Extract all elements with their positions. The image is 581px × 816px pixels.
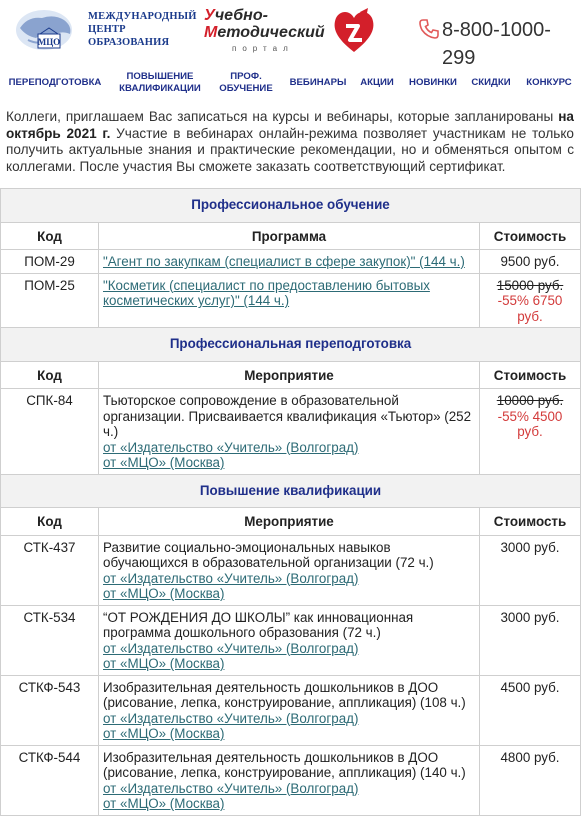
header — [0, 0, 580, 69]
column-header: Код — [1, 361, 99, 389]
old-price: 15000 руб. — [496, 277, 564, 293]
publisher-link-uchitel[interactable]: от «Издательство «Учитель» (Волгоград) — [103, 439, 359, 455]
course-price: 4500 руб. — [480, 675, 581, 745]
column-header: Код — [1, 222, 99, 250]
course-code: СПК-84 — [1, 389, 99, 475]
course-price: 9500 руб. — [480, 250, 581, 274]
phone-number: 8-800-1000-299 — [442, 19, 551, 69]
course-cell — [99, 535, 480, 605]
course-cell — [99, 675, 480, 745]
course-code: СТК-437 — [1, 535, 99, 605]
nav-item-perepodgotovka[interactable]: ПЕРЕПОДГОТОВКА — [8, 77, 102, 88]
course-link[interactable]: "Агент по закупкам (специалист в сфере закупок)" (144 ч.) — [103, 254, 465, 269]
column-header: Программа — [99, 222, 480, 250]
section-title: Профессиональная переподготовка — [1, 328, 581, 362]
course-price: 4800 руб. — [480, 745, 581, 815]
course-code: СТКФ-543 — [1, 675, 99, 745]
publisher-link-uchitel[interactable]: от «Издательство «Учитель» (Волгоград) — [103, 570, 359, 586]
course-price — [480, 389, 581, 475]
mco-logo-line: ЦЕНТР — [88, 24, 126, 35]
table-header-row — [1, 222, 581, 250]
nav-item-skidki[interactable]: СКИДКИ — [471, 77, 511, 88]
section-title: Повышение квалификации — [1, 474, 581, 508]
old-price: 10000 руб. — [496, 393, 564, 408]
nav-item-konkurs[interactable]: КОНКУРС — [526, 77, 572, 88]
table-row — [1, 605, 581, 675]
section-header-row — [1, 474, 581, 508]
course-title: “ОТ РОЖДЕНИЯ ДО ШКОЛЫ” как инновационная программа дошкольного образования (72 ч.) — [103, 609, 414, 640]
column-header: Стоимость — [480, 222, 581, 250]
nav-item-povyshenie[interactable]: ПОВЫШЕНИЕ КВАЛИФИКАЦИИ — [119, 71, 201, 94]
um-logo-line2: Методический — [204, 24, 325, 41]
table-row — [1, 745, 581, 815]
nav-item-prof-obuchenie[interactable]: ПРОФ. ОБУЧЕНИЕ — [219, 71, 273, 94]
course-code: ПОМ-25 — [1, 273, 99, 328]
um-logo-line1: Учебно- — [204, 7, 268, 24]
phone-contact[interactable] — [418, 16, 580, 69]
publisher-link-mco[interactable]: от «МЦО» (Москва) — [103, 455, 225, 470]
discount-price: -55% 6750 руб. — [497, 293, 563, 324]
column-header: Мероприятие — [99, 508, 480, 536]
nav-item-vebinary[interactable]: ВЕБИНАРЫ — [289, 77, 347, 88]
publisher-link-mco[interactable]: от «МЦО» (Москва) — [103, 586, 225, 601]
course-title: Тьюторское сопровождение в образовательной организации. Присваивается квалификация «Тьютор» (252 ч.) — [103, 393, 472, 439]
course-cell — [99, 745, 480, 815]
mco-logo-line: МЕЖДУНАРОДНЫЙ — [88, 11, 197, 22]
course-code: СТКФ-544 — [1, 745, 99, 815]
table-row — [1, 250, 581, 274]
table-row — [1, 675, 581, 745]
column-header: Код — [1, 508, 99, 536]
course-link[interactable]: "Косметик (специалист по предоставлению бытовых косметических услуг)" (144 ч.) — [103, 277, 430, 308]
publisher-link-uchitel[interactable]: от «Издательство «Учитель» (Волгоград) — [103, 640, 359, 656]
column-header: Мероприятие — [99, 361, 480, 389]
main-nav — [0, 68, 580, 98]
intro-paragraph: Коллеги, приглашаем Вас записаться на курсы и вебинары, которые запланированы на октябрь 2021 г. Участие в вебинарах онлайн-режима позволяет участникам не только получить актуальные знания и практические рекомендации, но и обменяться опытом с коллегами. После участия Вы сможете заказать соответствующий сертификат. — [6, 109, 574, 174]
mco-logo-line: ОБРАЗОВАНИЯ — [88, 37, 170, 48]
globe-logo-icon — [14, 8, 82, 52]
course-code: ПОМ-29 — [1, 250, 99, 274]
table-row — [1, 273, 581, 328]
courses-table — [0, 188, 581, 816]
table-row — [1, 389, 581, 475]
table-header-row — [1, 361, 581, 389]
courses-table-wrapper — [0, 188, 580, 816]
course-code: СТК-534 — [1, 605, 99, 675]
publisher-link-uchitel[interactable]: от «Издательство «Учитель» (Волгоград) — [103, 710, 359, 726]
column-header: Стоимость — [480, 508, 581, 536]
phone-icon — [418, 18, 440, 40]
course-price: 3000 руб. — [480, 605, 581, 675]
course-title: Изобразительная деятельность дошкольников в ДОО (рисование, лепка, конструирование, аппликация) (140 ч.) — [103, 749, 466, 780]
column-header: Стоимость — [480, 361, 581, 389]
publisher-link-uchitel[interactable]: от «Издательство «Учитель» (Волгоград) — [103, 780, 359, 796]
table-header-row — [1, 508, 581, 536]
section-header-row — [1, 189, 581, 223]
course-cell — [99, 250, 480, 274]
discount-price: -55% 4500 руб. — [497, 408, 563, 439]
section-header-row — [1, 328, 581, 362]
table-row — [1, 535, 581, 605]
nav-item-novinki[interactable]: НОВИНКИ — [409, 77, 457, 88]
course-price: 3000 руб. — [480, 535, 581, 605]
heart-emblem-icon — [330, 6, 378, 56]
nav-item-akcii[interactable]: АКЦИИ — [360, 77, 394, 88]
um-logo-line3: портал — [232, 44, 294, 53]
um-portal-logo[interactable] — [204, 6, 384, 58]
publisher-link-mco[interactable]: от «МЦО» (Москва) — [103, 656, 225, 671]
course-price — [480, 273, 581, 328]
publisher-link-mco[interactable]: от «МЦО» (Москва) — [103, 796, 225, 811]
course-cell — [99, 273, 480, 328]
section-title: Профессиональное обучение — [1, 189, 581, 223]
mco-abbr: МЦО — [37, 37, 61, 47]
course-title: Развитие социально-эмоциональных навыков обучающихся в образовательной организации (72 ч.) — [103, 539, 434, 570]
intro-date: на октябрь 2021 г. — [6, 109, 574, 141]
publisher-link-mco[interactable]: от «МЦО» (Москва) — [103, 726, 225, 741]
mco-logo[interactable] — [14, 8, 197, 52]
course-cell — [99, 605, 480, 675]
course-cell — [99, 389, 480, 475]
mco-logo-text — [88, 10, 197, 49]
course-title: Изобразительная деятельность дошкольников в ДОО (рисование, лепка, конструирование, аппликация) (108 ч.) — [103, 679, 466, 710]
